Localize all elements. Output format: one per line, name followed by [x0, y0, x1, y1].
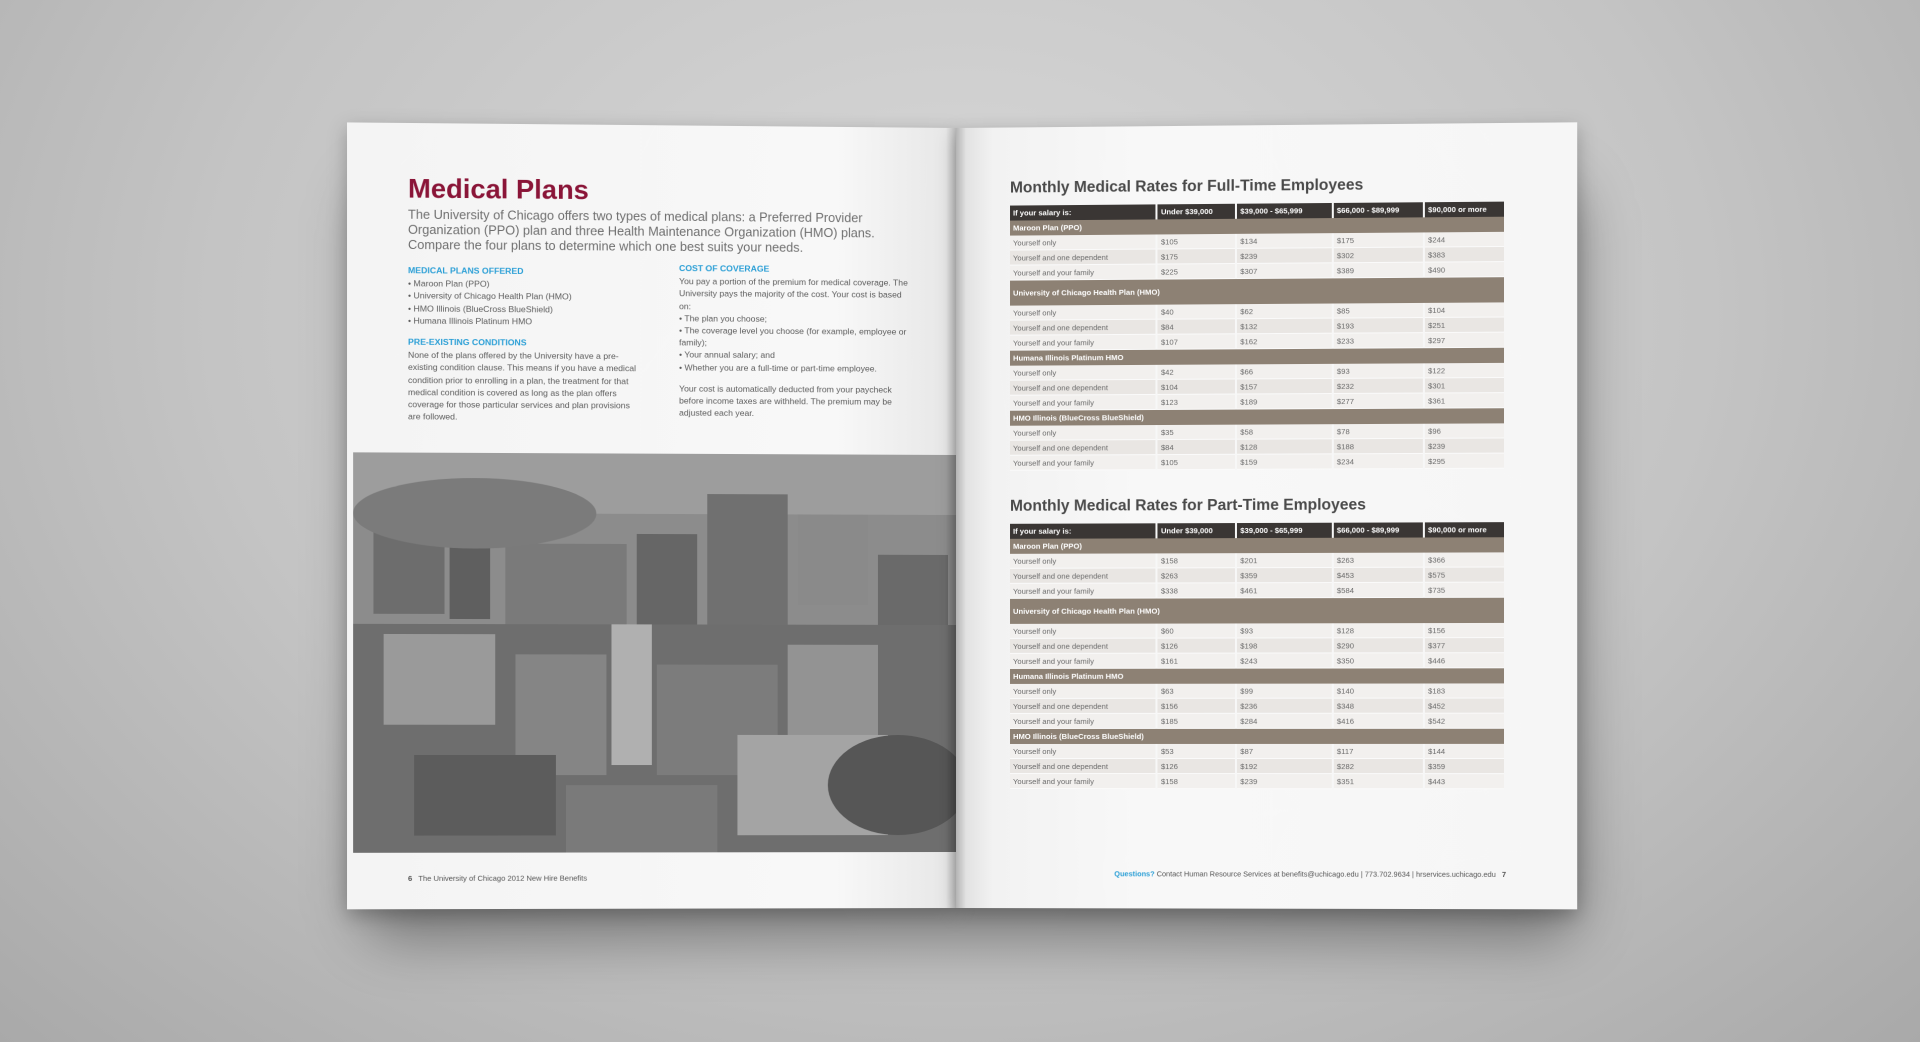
plan-band — [1010, 668, 1504, 684]
header-cell: $90,000 or more — [1424, 522, 1504, 537]
rate-cell: $193 — [1333, 318, 1424, 334]
header-cell: If your salary is: — [1010, 523, 1157, 539]
rate-cell: $453 — [1333, 567, 1424, 582]
rate-cell: $175 — [1157, 248, 1236, 264]
table-row — [1010, 552, 1504, 568]
rate-cell: $277 — [1333, 393, 1424, 409]
rate-cell: $225 — [1157, 263, 1236, 279]
row-label: Yourself only — [1010, 234, 1157, 250]
rate-cell: $377 — [1424, 638, 1504, 653]
rate-cell: $301 — [1424, 377, 1504, 393]
list-item: • University of Chicago Health Plan (HMO) — [408, 290, 641, 304]
rate-cell: $126 — [1157, 759, 1236, 774]
left-page — [347, 122, 956, 909]
rate-cell: $239 — [1236, 248, 1333, 264]
plan-name: University of Chicago Health Plan (HMO) — [1010, 597, 1504, 624]
table-row — [1010, 713, 1504, 728]
plans-offered-list — [408, 277, 641, 328]
row-label: Yourself only — [1010, 365, 1157, 380]
cost-heading: COST OF COVERAGE — [679, 263, 770, 274]
header-cell: $90,000 or more — [1424, 202, 1504, 218]
rate-cell: $84 — [1157, 319, 1236, 335]
table-row — [1010, 582, 1504, 598]
rate-cell: $201 — [1236, 553, 1333, 568]
page-number: 7 — [1501, 869, 1507, 879]
rate-cell: $84 — [1157, 439, 1236, 454]
rate-cell: $295 — [1424, 453, 1504, 468]
row-label: Yourself only — [1010, 744, 1157, 759]
table-header-row — [1010, 522, 1504, 539]
row-label: Yourself and your family — [1010, 774, 1157, 789]
table-row — [1010, 638, 1504, 654]
rate-cell: $351 — [1333, 774, 1424, 789]
header-cell: $39,000 - $65,999 — [1236, 203, 1333, 219]
book-gutter — [946, 128, 966, 908]
header-cell: Under $39,000 — [1157, 204, 1236, 220]
rate-cell: $161 — [1157, 653, 1236, 668]
rate-cell: $348 — [1333, 698, 1424, 713]
row-label: Yourself and one dependent — [1010, 379, 1157, 395]
cost-factors-list — [679, 312, 910, 375]
list-item: • HMO Illinois (BlueCross BlueShield) — [408, 302, 641, 316]
rate-cell: $383 — [1424, 246, 1504, 262]
rate-cell: $461 — [1236, 583, 1333, 598]
rate-cell: $117 — [1333, 744, 1424, 759]
row-label: Yourself and your family — [1010, 455, 1157, 471]
rate-cell: $189 — [1236, 394, 1333, 410]
table-row — [1010, 683, 1504, 698]
rate-cell: $156 — [1157, 698, 1236, 713]
campus-photo-illustration — [353, 452, 956, 852]
plan-name: HMO Illinois (BlueCross BlueShield) — [1010, 728, 1504, 744]
plan-band — [1010, 597, 1504, 624]
right-page — [956, 122, 1577, 909]
rate-cell: $93 — [1333, 363, 1424, 378]
right-footer — [1114, 869, 1506, 879]
rate-cell: $126 — [1157, 638, 1236, 653]
plan-band — [1010, 728, 1504, 744]
list-item: • The plan you choose; — [679, 312, 910, 326]
rate-cell: $542 — [1424, 713, 1504, 728]
rate-cell: $188 — [1333, 438, 1424, 454]
header-cell: $39,000 - $65,999 — [1236, 523, 1333, 538]
rate-cell: $359 — [1424, 759, 1504, 774]
rate-cell: $302 — [1333, 247, 1424, 263]
plan-name: HMO Illinois (BlueCross BlueShield) — [1010, 408, 1504, 426]
rate-cell: $105 — [1157, 454, 1236, 469]
rate-cell: $735 — [1424, 582, 1504, 597]
rate-cell: $284 — [1236, 713, 1333, 728]
table-row — [1010, 653, 1504, 669]
rate-cell: $234 — [1333, 453, 1424, 468]
rate-cell: $35 — [1157, 425, 1236, 440]
rate-cell: $243 — [1236, 653, 1333, 668]
rate-cell: $157 — [1236, 378, 1333, 394]
rate-cell: $159 — [1236, 454, 1333, 469]
header-cell: $66,000 - $89,999 — [1333, 202, 1424, 218]
list-item: • Humana Illinois Platinum HMO — [408, 314, 641, 328]
rate-cell: $443 — [1424, 774, 1504, 789]
rate-cell: $389 — [1333, 262, 1424, 278]
rate-cell: $290 — [1333, 638, 1424, 653]
full-time-rates-section — [1010, 175, 1504, 470]
rate-cell: $183 — [1424, 683, 1504, 698]
rate-cell: $128 — [1333, 623, 1424, 638]
rate-cell: $60 — [1157, 623, 1236, 638]
footer-contact: Contact Human Resource Services at benefits@uchicago.edu | 773.702.9634 | hrservices.uchicago.edu — [1156, 869, 1496, 879]
header-cell: If your salary is: — [1010, 204, 1157, 220]
rate-cell: $128 — [1236, 439, 1333, 455]
row-label: Yourself and one dependent — [1010, 759, 1157, 774]
rate-cell: $105 — [1157, 234, 1236, 249]
rate-cell: $198 — [1236, 638, 1333, 653]
table-row — [1010, 774, 1504, 789]
rate-cell: $350 — [1333, 653, 1424, 668]
plan-name: Maroon Plan (PPO) — [1010, 537, 1504, 554]
table-row — [1010, 698, 1504, 713]
rate-cell: $192 — [1236, 759, 1333, 774]
plan-band — [1010, 537, 1504, 554]
cost-note: Your cost is automatically deducted from your paycheck before income taxes are withheld. The premium may be adjusted each year. — [679, 383, 892, 419]
plan-name: University of Chicago Health Plan (HMO) — [1010, 277, 1504, 306]
plan-band — [1010, 277, 1504, 306]
row-label: Yourself only — [1010, 425, 1157, 440]
part-time-rates-table — [1010, 522, 1504, 789]
rate-cell: $104 — [1157, 379, 1236, 394]
rate-cell: $107 — [1157, 334, 1236, 350]
rate-cell: $251 — [1424, 317, 1504, 333]
rate-cell: $236 — [1236, 698, 1333, 713]
rate-cell: $338 — [1157, 583, 1236, 598]
page-title: Medical Plans — [407, 173, 589, 206]
rate-cell: $162 — [1236, 333, 1333, 349]
rate-cell: $185 — [1157, 713, 1236, 728]
plans-offered-heading: MEDICAL PLANS OFFERED — [407, 265, 524, 276]
table-row — [1010, 453, 1504, 470]
header-cell: Under $39,000 — [1157, 523, 1236, 538]
left-footer — [408, 874, 587, 883]
row-label: Yourself and your family — [1010, 713, 1157, 728]
list-item: • Maroon Plan (PPO) — [408, 277, 641, 291]
footer-text: The University of Chicago 2012 New Hire Benefits — [418, 873, 588, 883]
list-item: • Your annual salary; and — [679, 349, 910, 363]
rate-cell: $307 — [1236, 263, 1333, 279]
part-time-title: Monthly Medical Rates for Part-Time Employees — [1010, 496, 1366, 515]
rate-cell: $158 — [1157, 774, 1236, 789]
rate-cell: $62 — [1236, 304, 1333, 319]
rate-cell: $175 — [1333, 232, 1424, 247]
rate-cell: $144 — [1424, 744, 1504, 759]
rate-cell: $158 — [1157, 553, 1236, 568]
rate-cell: $575 — [1424, 567, 1504, 582]
row-label: Yourself and one dependent — [1010, 440, 1157, 456]
rate-cell: $99 — [1236, 684, 1333, 699]
right-column — [679, 262, 910, 428]
row-label: Yourself and one dependent — [1010, 638, 1157, 653]
row-label: Yourself and one dependent — [1010, 319, 1157, 335]
rate-cell: $584 — [1333, 582, 1424, 597]
rate-cell: $263 — [1333, 553, 1424, 568]
list-item: • Whether you are a full-time or part-time employee. — [679, 361, 910, 375]
rate-cell: $85 — [1333, 303, 1424, 318]
rate-cell: $156 — [1424, 623, 1504, 638]
row-label: Yourself only — [1010, 305, 1157, 320]
rate-cell: $239 — [1236, 774, 1333, 789]
rate-cell: $490 — [1424, 262, 1504, 278]
row-label: Yourself and one dependent — [1010, 249, 1157, 265]
header-cell: $66,000 - $89,999 — [1333, 522, 1424, 537]
rate-cell: $96 — [1424, 423, 1504, 438]
rate-cell: $42 — [1157, 364, 1236, 379]
rate-cell: $58 — [1236, 424, 1333, 439]
rate-cell: $87 — [1236, 744, 1333, 759]
rate-cell: $282 — [1333, 759, 1424, 774]
campus-aerial-photo — [353, 452, 956, 852]
rate-cell: $416 — [1333, 713, 1424, 728]
plan-name: Maroon Plan (PPO) — [1010, 217, 1504, 236]
rate-cell: $244 — [1424, 232, 1504, 247]
rate-cell: $140 — [1333, 683, 1424, 698]
row-label: Yourself and your family — [1010, 653, 1157, 668]
pre-existing-text: None of the plans offered by the University have a pre-existing condition clause. This means if you have a medical condition prior to enrolling in a plan, the treatment for that medical condition is covered as long as the plan offers coverage for those particular services and plan provisions are followed. — [407, 349, 637, 422]
rate-cell: $134 — [1236, 233, 1333, 248]
row-label: Yourself and one dependent — [1010, 568, 1157, 583]
row-label: Yourself and your family — [1010, 583, 1157, 598]
row-label: Yourself and your family — [1010, 394, 1157, 410]
rate-cell: $66 — [1236, 364, 1333, 379]
rate-cell: $132 — [1236, 318, 1333, 334]
table-row — [1010, 567, 1504, 583]
rate-cell: $359 — [1236, 567, 1333, 582]
table-row — [1010, 759, 1504, 774]
row-label: Yourself only — [1010, 684, 1157, 699]
rate-cell: $239 — [1424, 438, 1504, 453]
row-label: Yourself and your family — [1010, 264, 1157, 280]
left-column — [408, 264, 641, 432]
rate-cell: $63 — [1157, 684, 1236, 699]
cost-intro: You pay a portion of the premium for medical coverage. The University pays the majority of the cost. Your cost is based on: — [679, 276, 908, 311]
row-label: Yourself and one dependent — [1010, 698, 1157, 713]
rate-cell: $297 — [1424, 332, 1504, 348]
list-item: • The coverage level you choose (for example, employee or family); — [679, 324, 910, 350]
rate-cell: $263 — [1157, 568, 1236, 583]
plan-name: Humana Illinois Platinum HMO — [1010, 347, 1504, 365]
full-time-rates-table — [1010, 202, 1504, 471]
page-number: 6 — [407, 873, 413, 883]
intro-paragraph: The University of Chicago offers two types of medical plans: a Preferred Provider Organization (PPO) plan and three Health Maintenance Organization (HMO) plans. Compare the four plans to determine which one best suits your needs. — [407, 207, 875, 255]
rate-cell: $446 — [1424, 653, 1504, 668]
row-label: Yourself only — [1010, 553, 1157, 568]
row-label: Yourself only — [1010, 624, 1157, 639]
rate-cell: $53 — [1157, 744, 1236, 759]
pre-existing-heading: PRE-EXISTING CONDITIONS — [407, 336, 527, 348]
rate-cell: $78 — [1333, 424, 1424, 439]
rate-cell: $40 — [1157, 304, 1236, 319]
rate-cell: $122 — [1424, 363, 1504, 378]
plan-name: Humana Illinois Platinum HMO — [1010, 668, 1504, 684]
row-label: Yourself and your family — [1010, 334, 1157, 350]
rate-cell: $232 — [1333, 378, 1424, 394]
part-time-rates-section — [1010, 496, 1504, 789]
rate-cell: $361 — [1424, 393, 1504, 409]
rate-cell: $123 — [1157, 394, 1236, 409]
full-time-title: Monthly Medical Rates for Full-Time Employees — [1010, 176, 1364, 197]
rate-cell: $366 — [1424, 552, 1504, 567]
rate-cell: $93 — [1236, 623, 1333, 638]
table-row — [1010, 623, 1504, 638]
footer-questions: Questions? — [1114, 869, 1155, 879]
rate-cell: $233 — [1333, 333, 1424, 349]
table-row — [1010, 744, 1504, 759]
rate-cell: $452 — [1424, 698, 1504, 713]
rate-cell: $104 — [1424, 302, 1504, 317]
